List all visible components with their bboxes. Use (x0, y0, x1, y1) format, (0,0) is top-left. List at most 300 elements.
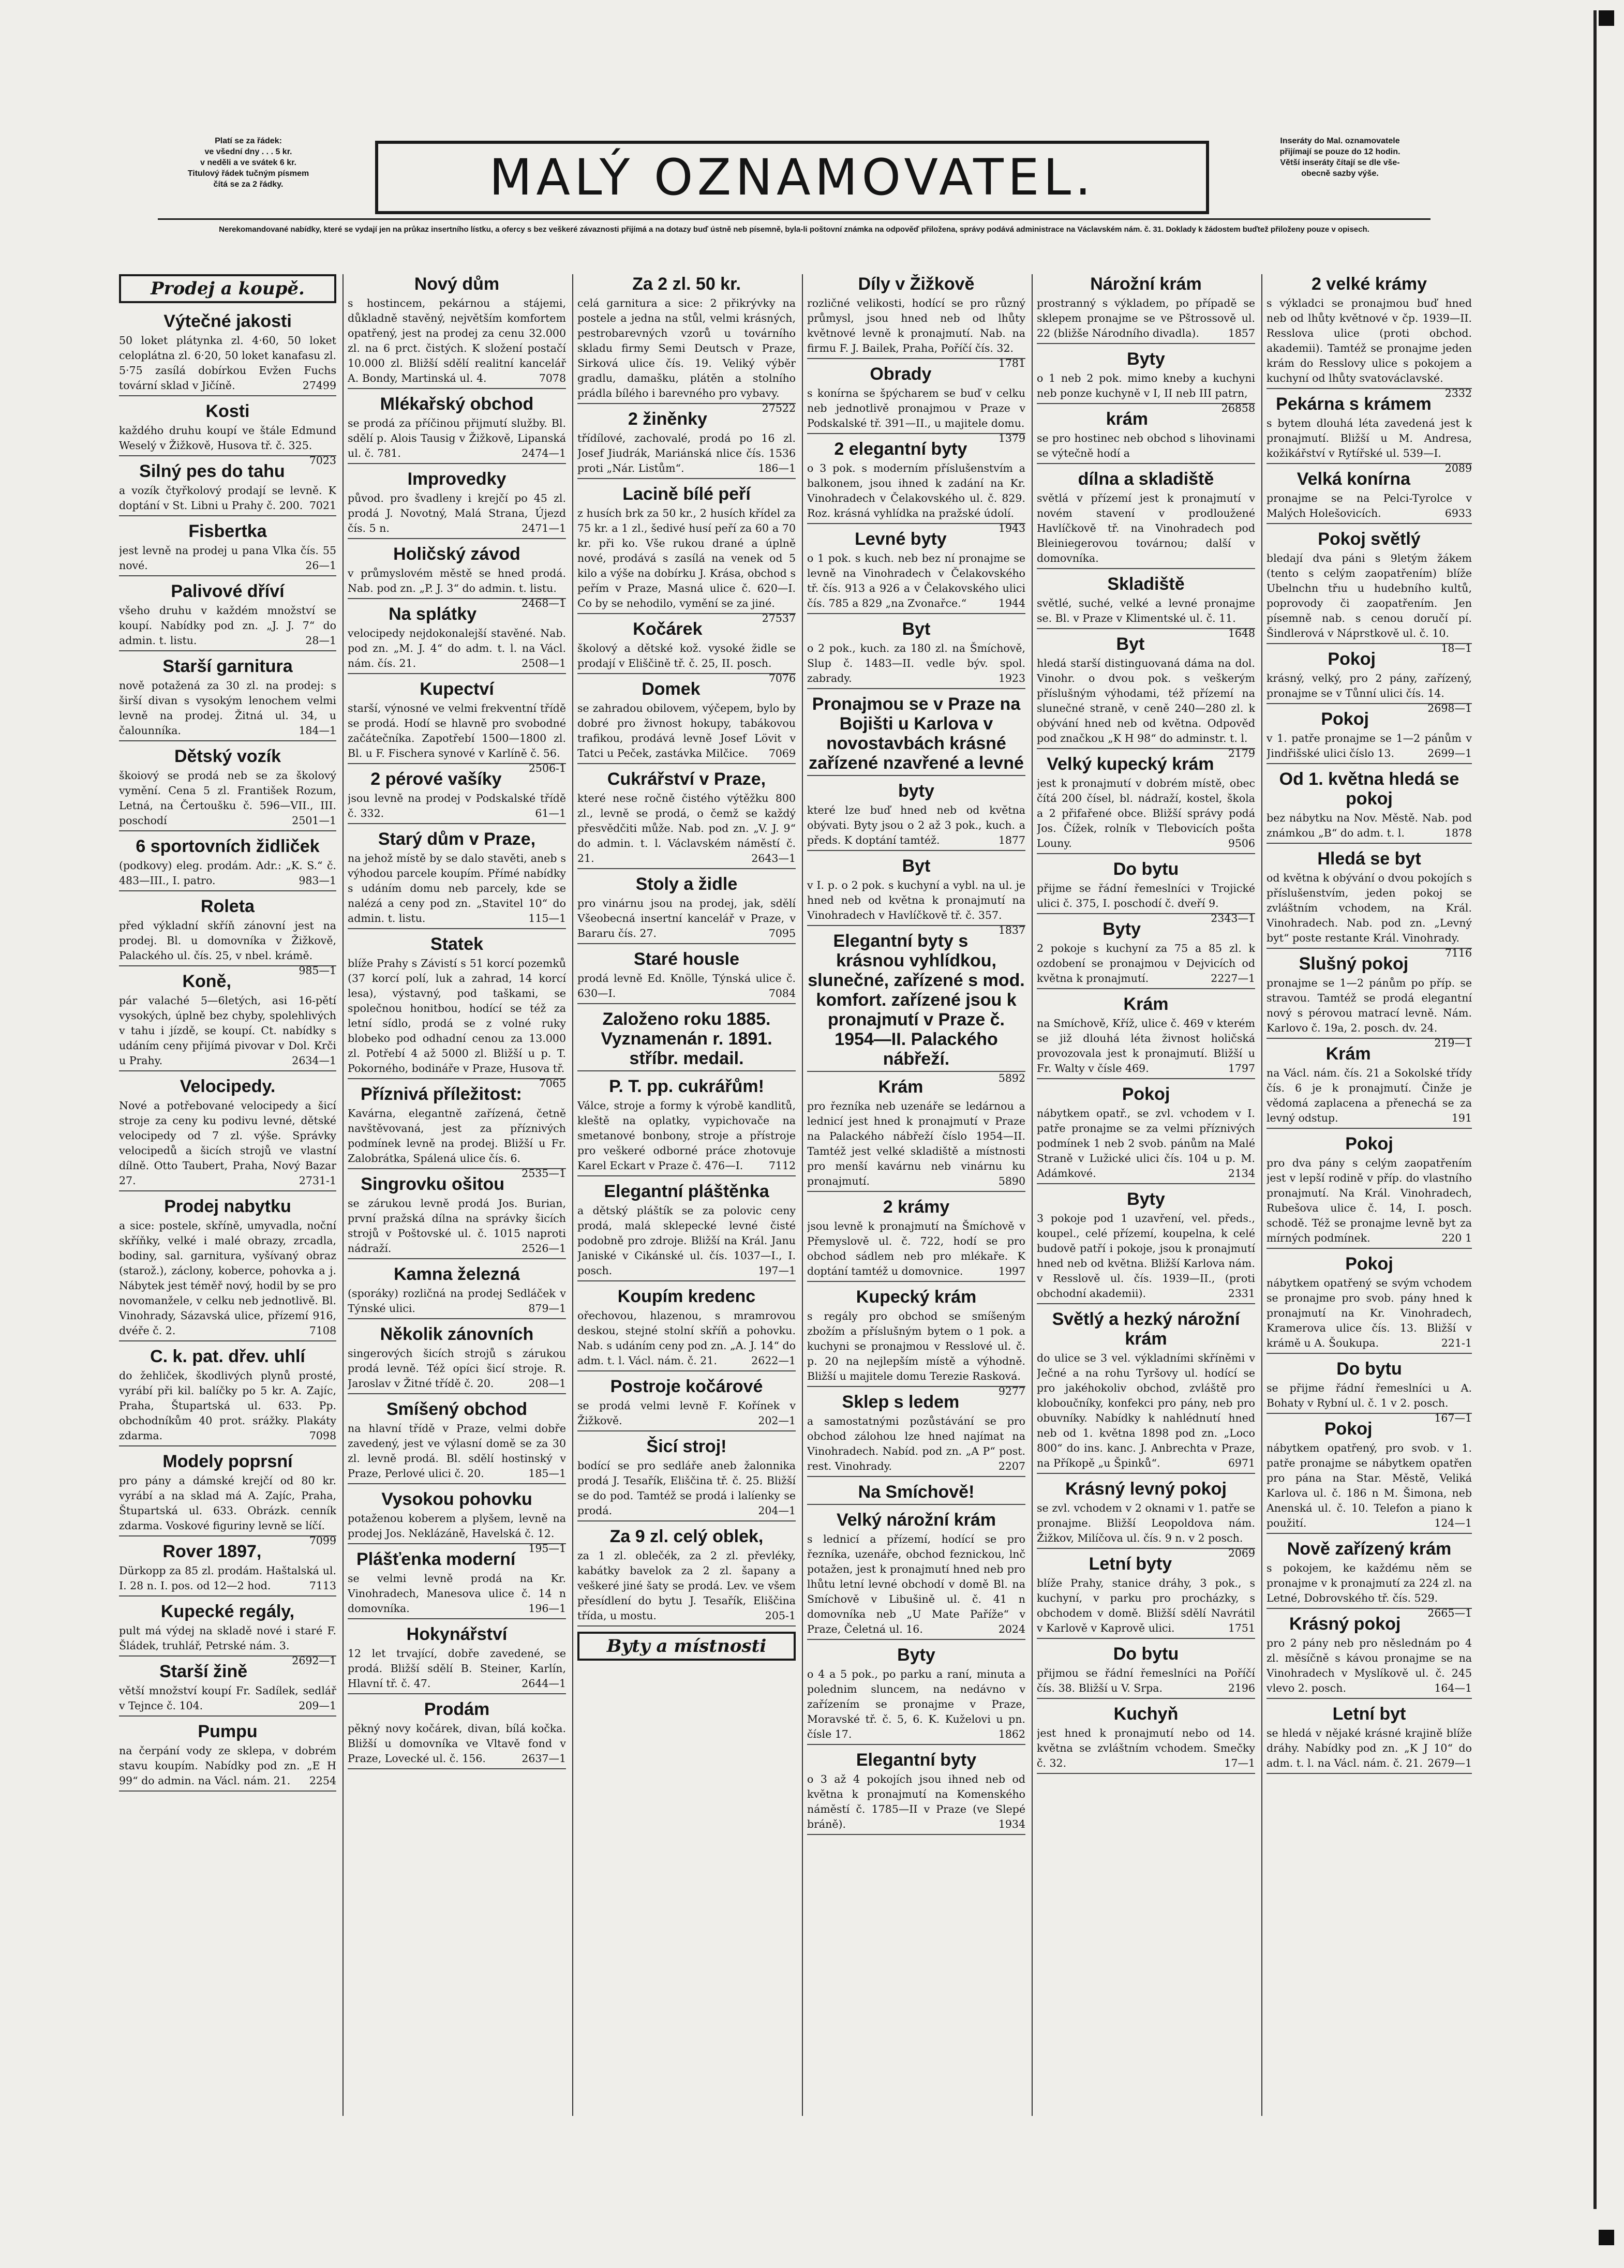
classified-ad (119, 747, 336, 831)
ad-body (1037, 1016, 1255, 1076)
ad-separator (807, 1504, 1025, 1505)
ad-heading: Singrovku ošitou (361, 1174, 504, 1194)
classified-ad (348, 1624, 566, 1694)
ad-heading: Několik zánovních (380, 1324, 534, 1344)
ad-heading: P. T. pp. cukrářům! (609, 1077, 764, 1096)
ad-body (348, 1646, 566, 1691)
ad-heading: 6 sportovních židliček (136, 837, 320, 856)
ad-code: 985—1 (299, 964, 336, 977)
ad-code: 1797 (1228, 1062, 1255, 1075)
ad-heading: Kupecké regály, (160, 1602, 295, 1621)
ad-separator (1037, 988, 1255, 989)
ad-text: pro 2 pány neb pro něslednám po 4 zl. měsíčně s kávou pronajme se na Vinohradech v Myslíkově ul. č. 245 vlevo 2. posch. (1267, 1637, 1472, 1694)
ad-body (1037, 296, 1255, 341)
ad-body (348, 1421, 566, 1481)
ad-body (1267, 871, 1472, 959)
ad-heading: Lacině bílé peří (622, 484, 751, 504)
ad-text: Nové a potřebované velocipedy a šicí stroje za ceny ku podivu levné, dětské velocipedy od 7 zl. výše. Správky velocipedů a šicích strojů ve vlastní dílně. Otto Taubert, Praha, Nový Bazar 27. (119, 1099, 336, 1187)
classified-ad (577, 874, 796, 944)
ad-text: s výkladci se pronajmou buď hned neb od lhůty květnové v čp. 1939—II. Resslova ulice (proti obchod. akademii). Tamtéž se pronajme jeden krám do Resslovy ulice s pokojem a kuchyní od lhůty svatováclavské. (1267, 297, 1472, 384)
ad-body (577, 701, 796, 761)
ad-separator (807, 613, 1025, 614)
ad-heading: dílna a skladiště (1078, 469, 1214, 489)
ad-heading: Pokoj (1324, 1419, 1373, 1439)
classified-ad (119, 837, 336, 891)
ad-body (1037, 371, 1255, 414)
ad-code: 1934 (998, 1818, 1025, 1830)
ad-separator (348, 1318, 566, 1319)
classified-ad (1037, 574, 1255, 639)
deadline-line: Inseráty do Mal. oznamovatele (1280, 137, 1400, 145)
ad-code: 2501—1 (292, 814, 336, 827)
classified-ad (1267, 529, 1472, 654)
classified-ad (1037, 1189, 1255, 1304)
ad-heading: krám (1106, 409, 1149, 429)
ad-code: 7116 (1444, 947, 1472, 959)
classified-ad (119, 461, 336, 516)
ad-body (807, 1772, 1025, 1832)
ad-heading: Postroje kočárové (610, 1377, 763, 1396)
ad-body (1267, 1276, 1472, 1351)
classified-ad (1037, 859, 1255, 924)
ad-body (348, 416, 566, 461)
ad-text: s lednicí a přízemí, hodící se pro řezníka, uzenáře, obchod feznickou, lnč potažen, jest k pronajmutí hned neb pro lhůtu letní levné obchodí v domě Bl. na Smíchově v Libušině ul. č. 41 n domovníka neb „U Mate Paříže“ v Praze, Čeletná ul. 16. (807, 1533, 1025, 1635)
ad-heading: Byt (902, 619, 931, 639)
ad-separator (807, 1281, 1025, 1282)
ad-separator (1037, 1303, 1255, 1304)
ad-body (1267, 1066, 1472, 1126)
classified-ad (348, 1174, 566, 1259)
ad-code: 7084 (768, 987, 796, 999)
ad-text: hledá starší distinguovaná dáma na dol. Vinohr. o dvou pok. s veškerým příslušným výhodami, též přízemí na slunečné straně, v ceně 240—280 zl. k obývání hned neb od května. Odpověď pod značkou „K H 98“ do adminstr. t. l. (1037, 657, 1255, 744)
ad-body (348, 1196, 566, 1256)
ad-text: v I. p. o 2 pok. s kuchyní a vybl. na ul. je hned neb od května k pronajmutí na Vinohradech v Havlíčkově tř. č. 357. (807, 879, 1025, 921)
ad-separator (348, 538, 566, 539)
ad-separator (348, 928, 566, 929)
ad-code: 7099 (309, 1534, 336, 1547)
ad-separator (807, 1744, 1025, 1745)
ad-text: světlé, suché, velké a levné pronajme se. Bl. v Praze v Klimentské ul. č. 11. (1037, 597, 1255, 624)
classified-ad (119, 1347, 336, 1446)
ad-separator (119, 890, 336, 891)
ad-body (348, 956, 566, 1090)
ad-body (807, 641, 1025, 686)
ad-body (577, 1398, 796, 1428)
page-edge-line (1593, 10, 1597, 2209)
ad-body (1267, 811, 1472, 841)
ad-code: 7069 (768, 747, 796, 759)
classified-ad (807, 1510, 1025, 1640)
ad-separator (119, 740, 336, 741)
classified-ad (577, 769, 796, 869)
ad-body (577, 791, 796, 866)
column-1 (119, 274, 336, 2116)
ad-heading: Kuchyň (1113, 1704, 1179, 1724)
ad-heading: Nárožní krám (1090, 274, 1202, 294)
ad-code: 204—1 (758, 1504, 796, 1517)
classified-ad (1267, 1044, 1472, 1129)
ad-text: s pokojem, ke každému něm se pronajme v k pronajmutí za 224 zl. na Letné, Dobrovského tř. čís. 529. (1267, 1562, 1472, 1604)
ad-heading: Kupecký krám (856, 1287, 977, 1307)
ad-text: v průmyslovém městě se hned prodá. Nab. pod zn. „P. J. 3“ do admin. t. listu. (348, 567, 566, 594)
classified-ad (1037, 274, 1255, 344)
ad-body (1037, 431, 1255, 461)
classified-ad (1037, 919, 1255, 989)
ad-separator (348, 1483, 566, 1484)
ad-text: nábytkem opatřený, pro svob. v 1. patře pronajme se nábytkem opatřen pro pána na Star. Městě, Veliká Karlova ul. č. 186 n M. Šimona, neb Anenská ul. č. 10. Telefon a piano k použití. (1267, 1442, 1472, 1529)
ad-body (119, 423, 336, 467)
ad-code: 27522 (762, 402, 796, 414)
ad-code: 209—1 (299, 1699, 336, 1712)
ad-separator (577, 1280, 796, 1281)
classified-ad (1267, 849, 1472, 959)
ad-heading: 2 žiněnky (628, 409, 707, 429)
ad-code: 2508—1 (522, 657, 566, 669)
ad-separator (577, 1625, 796, 1627)
ad-text: za 1 zl. oblečék, za 2 zl. převléky, kabátky bavelok za 2 zl. šapany a veškeré jiné šaty se prodá. Lev. ve všem přesídlení do bytu J. Tesařík, Eliščina třída, u mostu. (577, 1549, 796, 1622)
classified-ad (1267, 1614, 1472, 1699)
header-rule (158, 218, 1431, 220)
ad-body (1267, 976, 1472, 1049)
ad-heading: Byty (1127, 349, 1165, 369)
ad-separator (1267, 1128, 1472, 1129)
ad-heading: Světlý a hezký nárožní krám (1052, 1309, 1240, 1349)
ad-heading: Levné byty (855, 529, 947, 549)
ad-separator (348, 1078, 566, 1079)
classified-ad (1037, 1309, 1255, 1474)
classified-ad (1267, 274, 1472, 399)
classified-ad (577, 1527, 796, 1627)
ad-body (348, 296, 566, 386)
ad-heading: Velký nárožní krám (836, 1510, 996, 1530)
ad-separator (807, 1476, 1025, 1477)
ad-heading: Roleta (201, 897, 255, 916)
ad-heading: Statek (430, 934, 484, 954)
classified-ad (348, 679, 566, 774)
ad-text: Kavárna, elegantně zařízená, četně navštěvovaná, jest za příznivých podmínek levně na prodej. Bližší u Fr. Zalobrátka, Spálená ulice čís. 6. (348, 1107, 566, 1165)
ad-body (1267, 671, 1472, 714)
ad-text: o 1 pok. s kuch. neb bez ní pronajme se levně na Vinohradech v Čelakovského tř. čís. 913 a 926 a v Čelakovského ulici čís. 785 a 829 „na Zvonařce.“ (807, 552, 1025, 609)
classified-ad (119, 521, 336, 576)
classified-ad (348, 1489, 566, 1555)
ad-heading: Na Smíchově! (858, 1482, 975, 1502)
ad-heading: Pokoj (1122, 1084, 1170, 1104)
ad-body (807, 461, 1025, 534)
ad-separator (807, 1191, 1025, 1192)
ad-separator (1037, 463, 1255, 464)
ad-text: na jehož místě by se dalo stavěti, aneb s výhodou parcele koupím. Přímé nabídky s udáním domu neb parcely, kde se nalézá a ceny pod zn. „Stavitel 10“ do admin. t. listu. (348, 852, 566, 924)
ad-body (807, 803, 1025, 848)
ad-body (577, 431, 796, 476)
ad-separator (119, 455, 336, 456)
deadline-line: obecně sazby výše. (1301, 169, 1379, 178)
ad-body (1267, 1561, 1472, 1619)
ad-separator (807, 850, 1025, 851)
ad-text: pult má výdej na skladě nové i staré F. Šládek, truhlář, Petrské nám. 3. (119, 1624, 336, 1652)
ad-body (577, 1308, 796, 1368)
column-divider (572, 274, 573, 2116)
ad-code: 2535—1 (522, 1167, 566, 1180)
ad-separator (1267, 1773, 1472, 1774)
ad-heading: Krám (1123, 994, 1169, 1014)
ad-heading: Starý dům v Praze, (378, 829, 536, 849)
ad-code: 1781 (998, 357, 1025, 369)
ad-text: a samostatnými pozůstávání se pro obchod zálohou lze hned najímat na Vinohradech. Nabíd. pod zn. „A P“ post. rest. Vinohrady. (807, 1415, 1025, 1472)
ad-text: (sporáky) rozličná na prodej Sedláček v Týnské ulici. (348, 1287, 566, 1315)
ad-heading: 2 krámy (883, 1197, 950, 1217)
classified-ad (348, 769, 566, 824)
ad-code: 1837 (998, 924, 1025, 936)
ad-text: pronajme se 1—2 pánům po příp. se stravou. Tamtéž se prodá elegantní nový s pérovou matrací levně. Nám. Karlovo č. 19a, 2. posch. dv. 24. (1267, 977, 1472, 1034)
ad-separator (807, 1386, 1025, 1387)
ad-body (1267, 1636, 1472, 1696)
ad-text: na hlavní třídě v Praze, velmi dobře zavedený, jest ve výlasní domě se za 30 zl. levně prodá. Bl. sdělí hostinský v Praze, Perlové ulici č. 20. (348, 1422, 566, 1480)
section-heading-byty: Byty a místnosti (577, 1632, 796, 1661)
ad-separator (807, 1071, 1025, 1072)
classified-ad (119, 1452, 336, 1547)
ad-code: 2699—1 (1427, 747, 1472, 759)
ad-separator (119, 1070, 336, 1071)
classified-ad (348, 1699, 566, 1769)
classified-ad (119, 1077, 336, 1191)
ad-code: 2468—1 (522, 597, 566, 609)
classified-ad (348, 1084, 566, 1180)
ad-separator (807, 1639, 1025, 1640)
ad-text: větší množství koupí Fr. Sadílek, sedlář v Tejnce č. 104. (119, 1684, 336, 1712)
pricing-line: čítá se za 2 řádky. (213, 180, 284, 189)
pricing-line: v neděli a ve svátek 6 kr. (200, 158, 296, 167)
classified-ad (577, 1009, 796, 1071)
ad-code: 1751 (1228, 1622, 1255, 1634)
classified-ad (577, 679, 796, 764)
column-divider (342, 274, 344, 2116)
classified-ad (348, 469, 566, 539)
classified-ad (119, 1542, 336, 1596)
ad-body (807, 1219, 1025, 1279)
ad-code: 1997 (998, 1265, 1025, 1277)
ad-code: 6933 (1444, 507, 1472, 519)
ad-code: 5890 (998, 1175, 1025, 1187)
ad-text: jsou levně na prodej v Podskalské třídě č. 332. (348, 792, 566, 819)
column-divider (1032, 274, 1033, 2116)
ad-code: 1648 (1228, 627, 1255, 639)
ad-body (1037, 656, 1255, 759)
ad-heading: Koupím kredenc (617, 1287, 756, 1306)
ad-heading: Pumpu (198, 1722, 258, 1741)
ad-body (577, 506, 796, 624)
ad-body (119, 768, 336, 828)
ad-text: nábytkem opatř., se zvl. vchodem v I. patře pronajme se za velmi příznivých podmínek 1 neb 2 svob. pánům na Malé Straně v Lužické ulici čís. 104 u p. M. Adámkové. (1037, 1107, 1255, 1180)
ad-body (1267, 1726, 1472, 1771)
ad-code: 2471—1 (522, 522, 566, 534)
classified-ad (807, 364, 1025, 444)
ad-code: 185—1 (528, 1467, 566, 1480)
ad-heading: Sklep s ledem (842, 1392, 960, 1412)
ad-code: 879—1 (528, 1302, 566, 1315)
ad-text: Válce, stroje a formy k výrobě kandlitů, kleště na oplatky, vypichovače na smetanové bonbony, stroje a přístroje pro veškeré odborné práce zhotovuje Karel Eckart v Praze č. 476—I. (577, 1099, 796, 1172)
classified-ad (1267, 394, 1472, 474)
classified-ad (807, 694, 1025, 776)
ad-text: pár valaché 5—6letých, asi 16-pětí vysokých, úplně bez chyby, spolehlivých v tahu i jízdě, se koupí. Ct. nabídky s udáním ceny přijímá pivovar v Dol. Krči u Prahy. (119, 994, 336, 1067)
ad-code: 2634—1 (292, 1054, 336, 1067)
ad-heading: Kočárek (633, 619, 703, 639)
ad-text: původ. pro švadleny i krejčí po 45 zl. prodá J. Novotný, Malá Strana, Újezd čís. 5 n. (348, 492, 566, 534)
ad-body (1037, 1501, 1255, 1559)
ad-body (1037, 776, 1255, 851)
ad-heading: 2 velké krámy (1311, 274, 1427, 294)
classified-ad (1037, 1554, 1255, 1639)
classified-ad (577, 484, 796, 624)
ad-heading: Elegantní pláštěnka (604, 1182, 769, 1201)
ad-text: a vozík čtyřkolový prodají se levně. K doptání v St. Libni u Prahy č. 200. (119, 484, 336, 512)
ad-code: 26858 (1221, 402, 1255, 414)
classified-ad (1037, 1479, 1255, 1559)
ad-heading: Velocipedy. (180, 1077, 276, 1096)
ad-separator (1037, 748, 1255, 749)
ad-text: které lze buď hned neb od května obývati. Byty jsou o 2 až 3 pok., kuch. a předs. K doptání tamtéž. (807, 804, 1025, 846)
classified-ad (1037, 1084, 1255, 1184)
ad-separator (577, 1520, 796, 1521)
ad-body (119, 1098, 336, 1188)
classified-ad (1267, 769, 1472, 844)
ad-separator (119, 1790, 336, 1792)
ad-text: 2 pokoje s kuchyní za 75 a 85 zl. k ozdobení se pronajmou v Dejvicích od května k pronajmutí. (1037, 942, 1255, 984)
ad-body (119, 1743, 336, 1788)
ad-body (1267, 296, 1472, 399)
column-6 (1267, 274, 1472, 2116)
column-divider (802, 274, 803, 2116)
classified-ad (1037, 1704, 1255, 1774)
ad-code: 2644—1 (522, 1677, 566, 1690)
ad-body (119, 993, 336, 1068)
ad-code: 26—1 (305, 559, 336, 572)
ad-separator (1037, 1473, 1255, 1474)
ad-text: do žehliček, škodlivých plynů prosté, vyrábí při kil. balíčky po 5 kr. A. Zajíc, Praha, Štupartská ul. 633. Pp. obchodníkům 40 prot. srážky. Plakáty zdarma. (119, 1369, 336, 1442)
ad-body (119, 483, 336, 513)
ad-heading: Pokoj světlý (1318, 529, 1421, 549)
ad-code: 2069 (1228, 1547, 1255, 1559)
ad-separator (348, 388, 566, 389)
corner-mark (1599, 10, 1614, 26)
ad-heading: Pokoj (1345, 1254, 1393, 1274)
ad-code: 219—1 (1434, 1037, 1472, 1049)
ad-code: 7065 (539, 1077, 566, 1090)
classified-ad (807, 931, 1025, 1084)
classified-ad (807, 1392, 1025, 1477)
ad-body (1037, 1351, 1255, 1471)
ad-heading: Výtečné jakosti (163, 311, 292, 331)
ad-heading: Do bytu (1113, 1644, 1179, 1664)
classified-ad (577, 1377, 796, 1431)
classified-ad (119, 1197, 336, 1341)
ad-heading: Elegantní byty s krásnou vyhlídkou, slunečné, zařízené s mod. komfort. zařízené jsou k pronajmutí v Praze č. 1954—II. Palackého nábřeží. (808, 931, 1025, 1069)
ad-heading: Letní byty (1089, 1554, 1172, 1574)
column-2 (348, 274, 566, 2116)
ad-separator (119, 1535, 336, 1536)
ad-text: se zvl. vchodem v 2 oknami v 1. patře se pronajme. Bližší Leopoldova nám. Žižkov, Milíčova ul. čís. 9 n. v 2 posch. (1037, 1502, 1255, 1544)
ad-text: rozličné velikosti, hodící se pro různý průmysl, jsou hned neb od lhůty květnové levně k pronajmutí. Nab. na firmu F. J. Bailek, Praha, Poříčí čís. 32. (807, 297, 1025, 354)
ad-body (807, 551, 1025, 611)
ad-text: školový a dětské kož. vysoké židle se prodají v Eliščině tř. č. 25, II. posch. (577, 642, 796, 669)
ad-code: 2179 (1228, 747, 1255, 759)
ad-body (119, 678, 336, 738)
ad-text: a dětský pláštík se za polovic ceny prodá, malá sklepecké levné čisté podobně pro zdroje. Bližší na Král. Janu Janiské v Cikánské ul. čís. 1037—I., I. posch. (577, 1204, 796, 1277)
ad-heading: Holičský závod (393, 544, 520, 564)
ad-body (348, 1286, 566, 1316)
ad-separator (348, 463, 566, 464)
ad-body (1037, 596, 1255, 639)
classified-ad (119, 1602, 336, 1667)
classified-ad (807, 274, 1025, 369)
ad-body (1037, 1666, 1255, 1696)
ad-separator (577, 1370, 796, 1371)
ad-text: od května k obývání o dvou pokojích s příslušenstvím, jeden pokoj se zvláštním vchodem, na Král. Vinohradech. Nab. pod zn. „Levný byt“ poste restante Král. Vinohrady. (1267, 872, 1472, 944)
ad-heading: Plášťenka moderní (356, 1549, 516, 1569)
ad-separator (348, 673, 566, 674)
ad-code: 2474—1 (522, 447, 566, 459)
classified-ad (119, 1722, 336, 1792)
ad-heading: Prodej nabytku (164, 1197, 291, 1216)
ad-text: starší, výnosné ve velmi frekventní třídě se prodá. Hodí se hlavně pro svobodné začátečníka. Zapotřebí 1500—1800 zl. Bl. u F. Fischera synové v Karlíně č. 56. (348, 702, 566, 759)
ad-separator (577, 1003, 796, 1004)
ad-separator (348, 1393, 566, 1394)
ad-heading: 2 elegantní byty (834, 439, 967, 459)
ad-text: pronajme se na Pelci-Tyrolce v Malých Holešovicích. (1267, 492, 1472, 519)
classified-ad (1267, 469, 1472, 524)
ad-body (577, 1098, 796, 1173)
ad-code: 2622—1 (751, 1354, 796, 1367)
ad-separator (348, 1693, 566, 1694)
classified-ad (1267, 709, 1472, 764)
ad-text: (podkovy) eleg. prodám. Adr.: „K. S.“ č. 483—III., I. patro. (119, 859, 336, 887)
ad-heading: Velký kupecký krám (1047, 754, 1214, 774)
ad-text: pro dva pány s celým zaopatřením jest v lepší rodině v příp. do vlastního pronajmutí. Na Král. Vinohradech, Rubešova ulice č. 14, I. posch. schodě. Též se pronajme levně byt za mírných podmínek. (1267, 1157, 1472, 1244)
column-3 (577, 274, 796, 2116)
classified-ad (577, 619, 796, 684)
ad-body (1267, 491, 1472, 521)
ad-separator (1267, 1353, 1472, 1354)
ad-code: 9277 (998, 1385, 1025, 1397)
pricing-line: ve všední dny . . . 5 kr. (204, 147, 292, 156)
section-heading-prodej: Prodej a koupě. (119, 274, 336, 303)
title-frame (375, 141, 1209, 214)
ad-heading: Dětský vozík (174, 747, 281, 766)
classified-ad (577, 409, 796, 479)
classified-ad (1267, 1359, 1472, 1424)
ad-body (119, 543, 336, 573)
ad-code: 2089 (1444, 462, 1472, 474)
ad-text: s regály pro obchod se smíšeným zbožím a příslušným bytem o 1 pok. a kuchyni se pronajmou v Resslové ul. č. p. 20 na nejlepším místě a výhodně. Bližší u majitele domu Terezie Rasková. (807, 1310, 1025, 1382)
ad-text: bodící se pro sedláře aneb žalonnika prodá J. Tesařík, Eliščina tř. č. 25. Bližší se do pod. Tamtéž se prodá i lalíenky se prodá. (577, 1459, 796, 1517)
classified-ad (1037, 994, 1255, 1079)
ad-code: 9506 (1228, 837, 1255, 849)
ad-separator (348, 823, 566, 824)
ad-body (807, 296, 1025, 369)
ad-text: Dürkopp za 85 zl. prodám. Haštalská ul. I. 28 n. I. pos. od 12—2 hod. (119, 1564, 336, 1592)
ad-text: na čerpání vody ze sklepa, v dobrém stavu koupím. Nabídky pod zn. „E H 99“ do admin. na Václ. nám. 21. (119, 1744, 336, 1787)
classified-ad (119, 1662, 336, 1717)
ad-separator (1037, 853, 1255, 854)
ad-body (807, 1414, 1025, 1474)
ad-code: 221-1 (1441, 1337, 1472, 1349)
ad-separator (1037, 1078, 1255, 1079)
ad-text: třídílové, zachovalé, prodá po 16 zl. Josef Jiudrák, Mariánská nlice čís. 1536 proti „Nár. Listům“. (577, 432, 796, 474)
page-title: MALÝ OZNAMOVATEL. (489, 148, 1095, 206)
ad-body (119, 858, 336, 888)
ad-text: z husích brk za 50 kr., 2 husích křídel za 75 kr. a 1 zl., šedivé husí peří za 60 a 70 kr. při ko. Vše rukou drané a úplně nové, prodává s zasílá na venek od 5 kilo a výše na dobírku J. Krása, obchod s peřím v Praze, Masná ulice č. 620—I. Co by se nehodilo, vymění se za jiné. (577, 507, 796, 609)
ad-heading: Za 9 zl. celý oblek, (609, 1527, 764, 1546)
classified-ad (348, 829, 566, 929)
